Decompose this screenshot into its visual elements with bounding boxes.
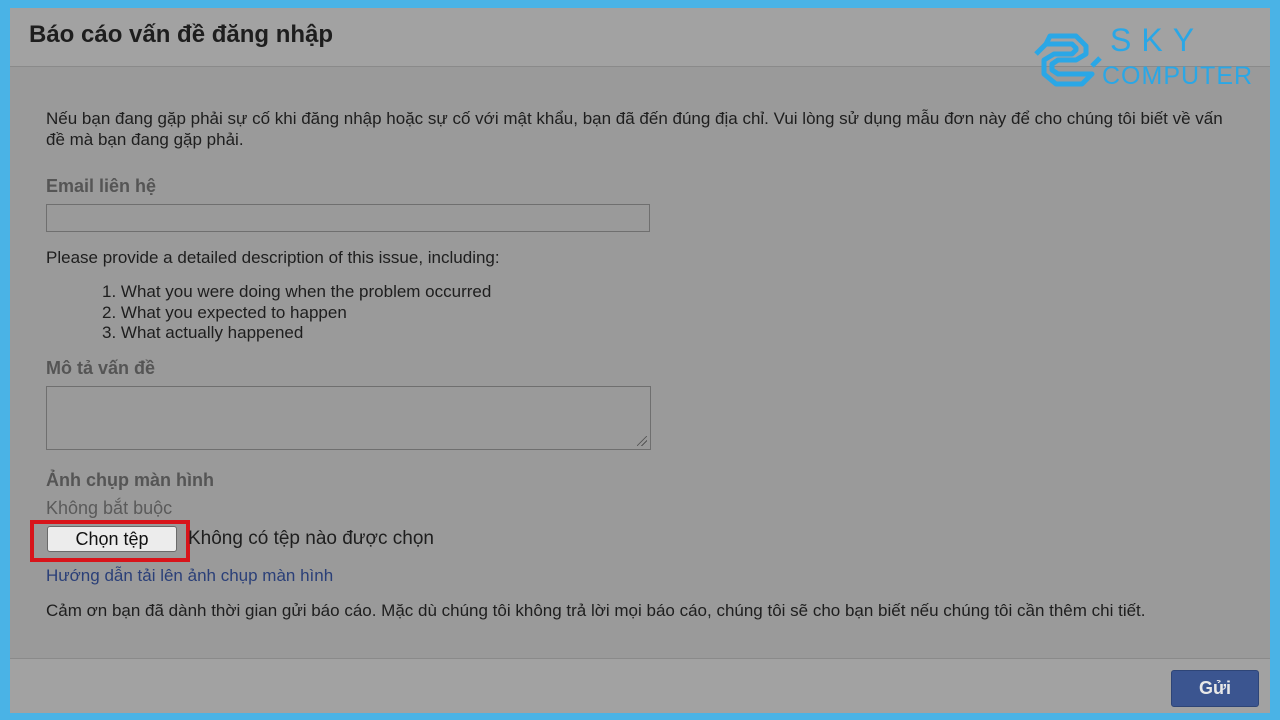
email-label: Email liên hệ xyxy=(46,176,157,196)
screenshot-label: Ảnh chụp màn hình xyxy=(46,470,214,490)
intro-text: Nếu bạn đang gặp phải sự cố khi đăng nhập hoặc sự cố với mật khẩu, bạn đã đến đúng địa chỉ. Vui lòng sử dụng mẫu đơn này để cho chúng tôi biết về vấn đề mà bạn đang gặp phải. xyxy=(46,109,1223,149)
upload-guide-link[interactable]: Hướng dẫn tải lên ảnh chụp màn hình xyxy=(46,566,334,585)
resize-handle-icon[interactable] xyxy=(637,436,647,446)
logo-emblem-icon xyxy=(1032,30,1102,92)
email-field[interactable] xyxy=(46,204,650,232)
list-item: 2. What you expected to happen xyxy=(102,302,347,322)
steps-list xyxy=(102,282,491,344)
dialog-title: Báo cáo vấn đề đăng nhập xyxy=(29,21,334,48)
dialog-footer xyxy=(10,658,1270,713)
submit-button[interactable]: Gửi xyxy=(1171,670,1259,707)
choose-file-button[interactable]: Chọn tệp xyxy=(47,526,177,552)
list-item: 3. What actually happened xyxy=(102,323,304,342)
description-textarea[interactable] xyxy=(46,386,651,450)
provide-description-text: Please provide a detailed description of this issue, including: xyxy=(46,248,500,267)
no-file-selected-text: Không có tệp nào được chọn xyxy=(188,528,434,549)
optional-text: Không bắt buộc xyxy=(46,498,173,518)
logo-text-bottom: COMPUTER xyxy=(1102,62,1254,90)
report-dialog xyxy=(10,8,1270,712)
thanks-text: Cảm ơn bạn đã dành thời gian gửi báo cáo. Mặc dù chúng tôi không trả lời mọi báo cáo, chúng tôi sẽ cho bạn biết nếu chúng tôi cần thêm chi tiết. xyxy=(46,601,1146,620)
logo-text-top: SKY xyxy=(1110,22,1205,58)
list-item: 1. What you were doing when the problem occurred xyxy=(102,282,492,301)
sky-computer-logo-icon xyxy=(1024,22,1264,92)
description-label: Mô tả vấn đề xyxy=(46,358,156,378)
